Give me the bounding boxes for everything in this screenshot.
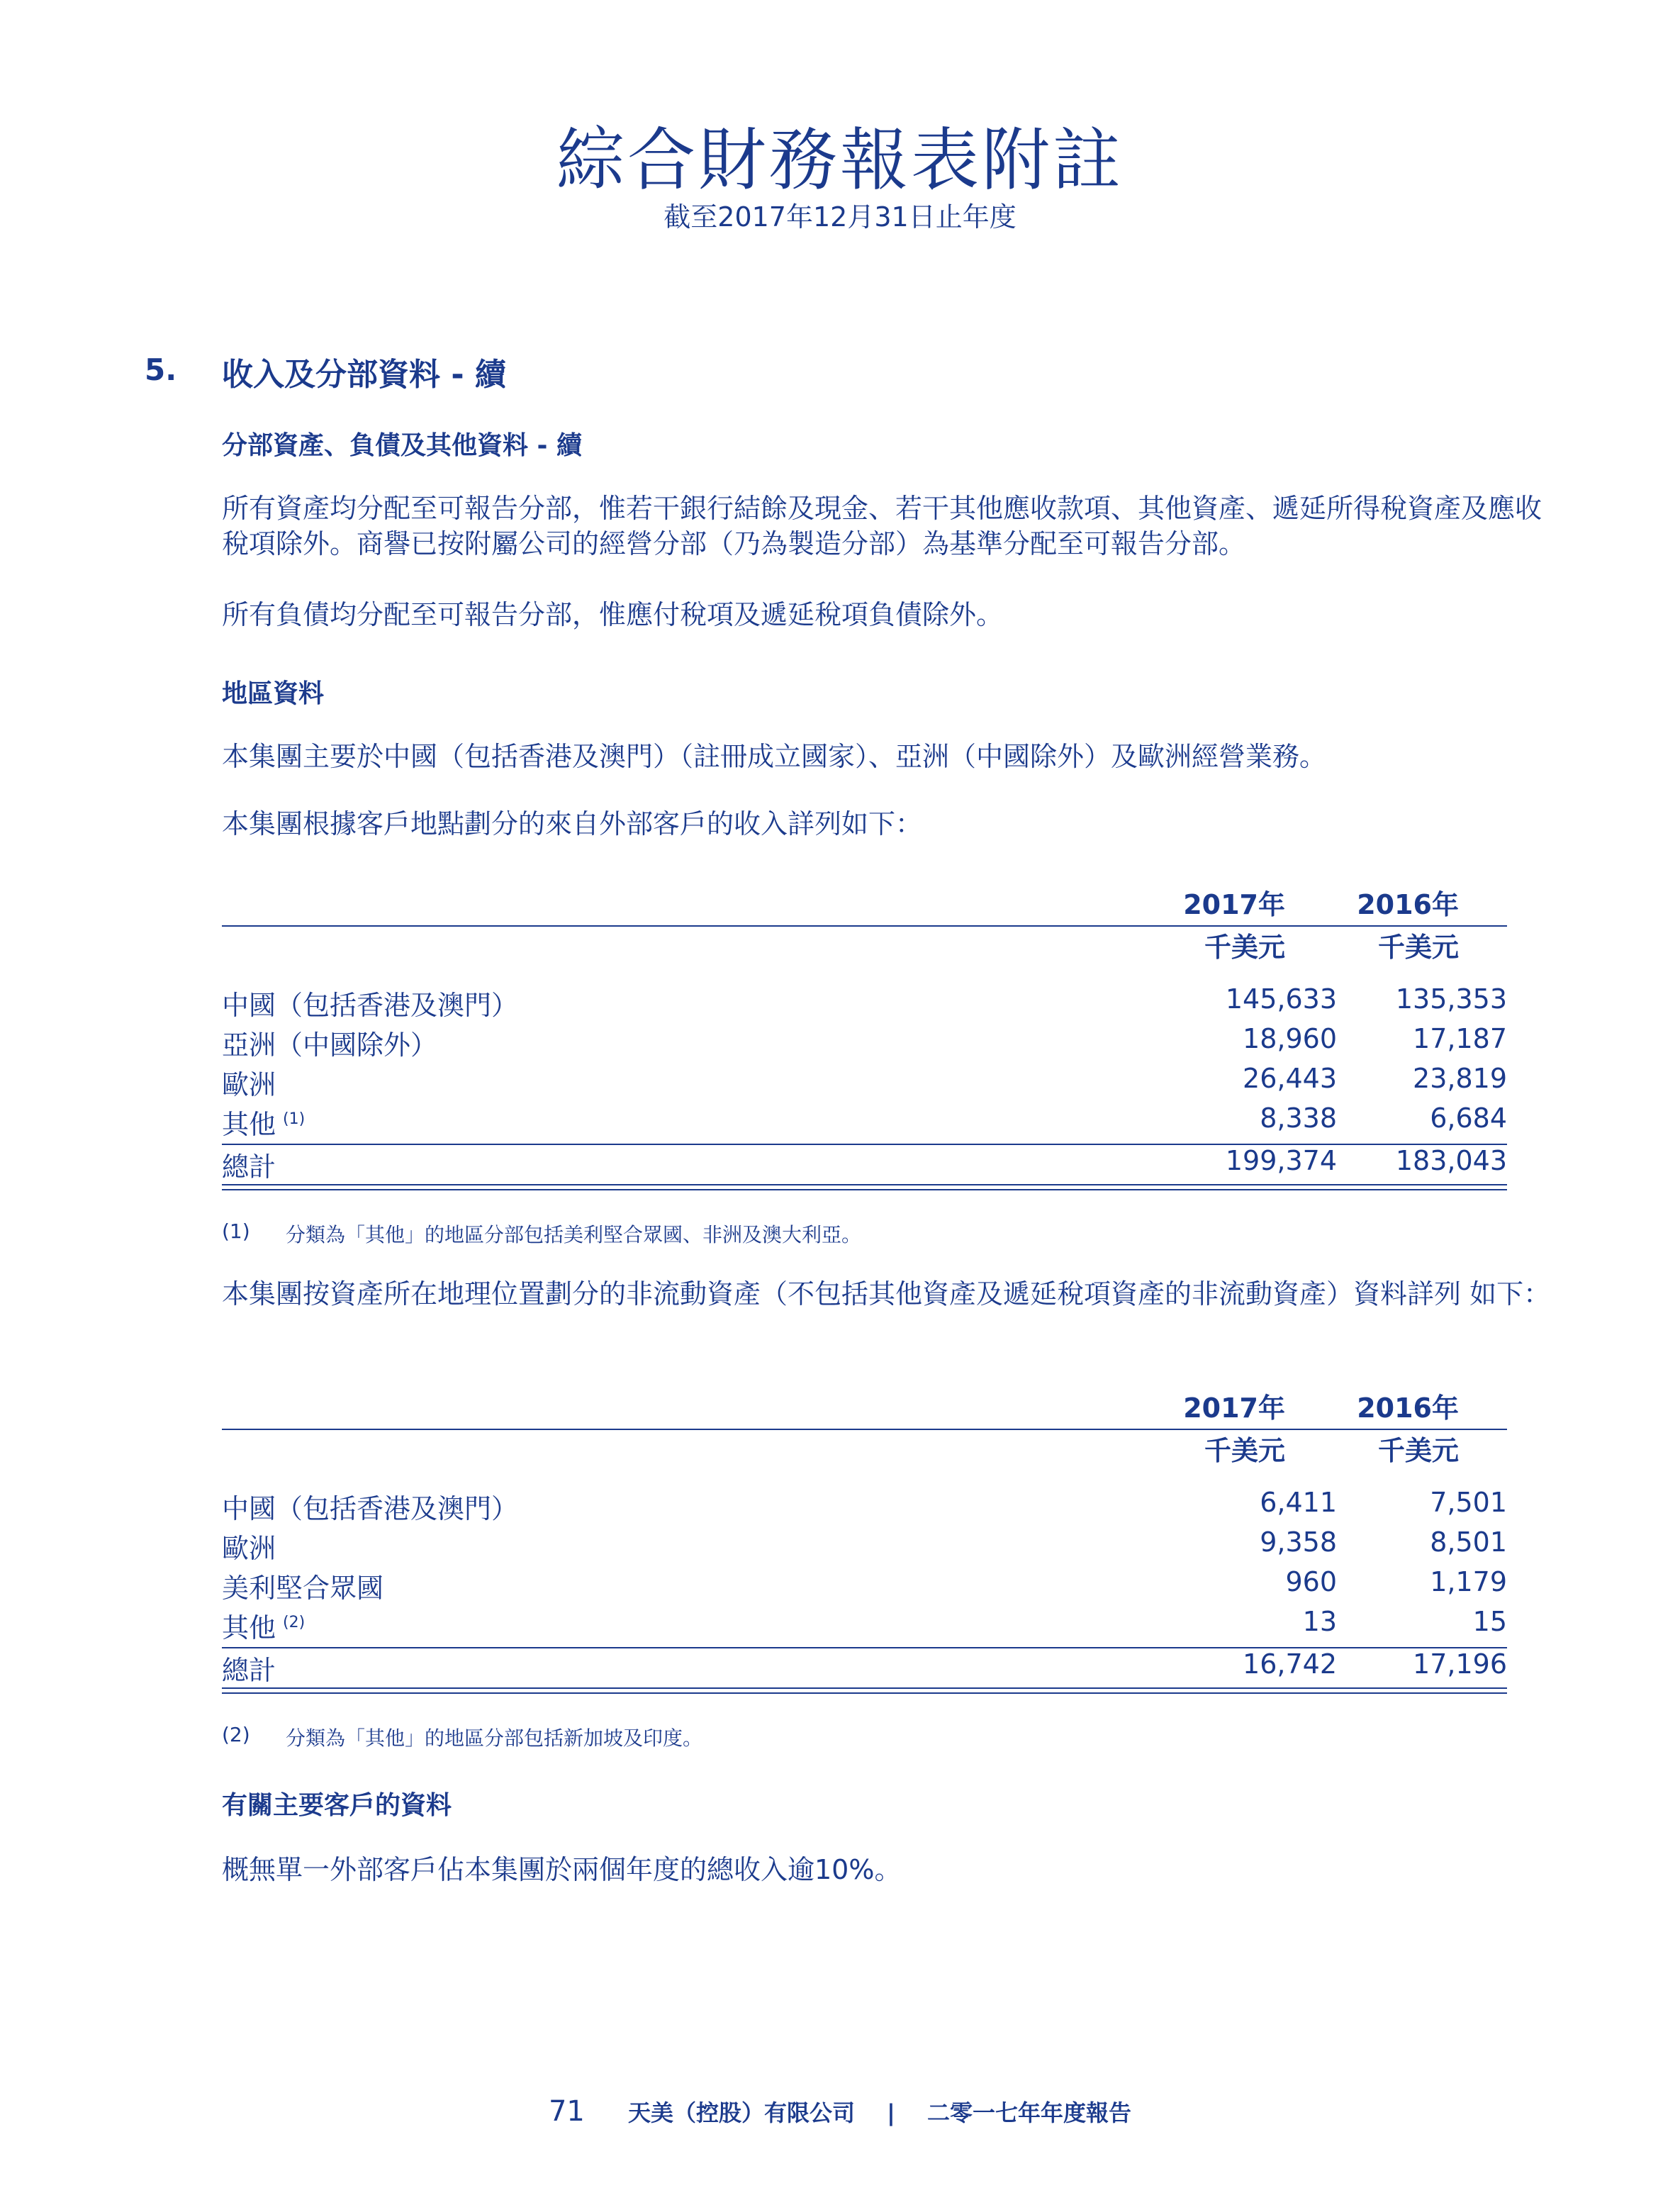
row-label: 中國（包括香港及澳門） bbox=[222, 990, 519, 1021]
table2-col-2017-unit: 千美元 bbox=[1204, 1435, 1285, 1466]
company-name: 天美（控股）有限公司 bbox=[628, 2099, 856, 2126]
page-title: 綜合財務報表附註 bbox=[556, 121, 1124, 200]
row-value-2017: 13 bbox=[1302, 1606, 1337, 1637]
row-value-2016: 17,187 bbox=[1413, 1023, 1507, 1054]
footnote-text: 分類為「其他」的地區分部包括新加坡及印度。 bbox=[286, 1726, 703, 1750]
total-value-2017: 199,374 bbox=[1225, 1145, 1337, 1176]
geo-heading: 地區資料 bbox=[222, 679, 325, 708]
segment-assets-paragraph-1: 所有資產均分配至可報告分部，惟若干銀行結餘及現金、若干其他應收款項、其他資產、遞延所得稅資產及應收稅項除外。商譽已按附屬公司的經營分部（乃為製造分部）為基準分配至可報告分部。 bbox=[222, 493, 1542, 559]
page-footer bbox=[0, 2095, 1680, 2128]
table-total-row bbox=[222, 1648, 1507, 1688]
major-customers-paragraph: 概無單一外部客戶佔本集團於兩個年度的總收入逾10%。 bbox=[222, 1854, 902, 1885]
total-value-2016: 183,043 bbox=[1395, 1145, 1507, 1176]
segment-assets-paragraph-2: 所有負債均分配至可報告分部，惟應付稅項及遞延稅項負債除外。 bbox=[222, 599, 1004, 630]
total-label: 總計 bbox=[222, 1655, 276, 1686]
page-subtitle: 截至2017年12月31日止年度 bbox=[663, 201, 1017, 233]
row-value-2017: 9,358 bbox=[1260, 1526, 1337, 1558]
footer-separator: | bbox=[887, 2099, 895, 2126]
total-value-2017: 16,742 bbox=[1243, 1648, 1337, 1680]
row-value-2017: 960 bbox=[1285, 1566, 1337, 1597]
table2-col-2016-header: 2016年 bbox=[1357, 1392, 1459, 1424]
section-number: 5. bbox=[145, 352, 177, 387]
row-label: 歐洲 bbox=[222, 1533, 276, 1564]
segment-assets-heading: 分部資產、負債及其他資料 - 續 bbox=[222, 431, 583, 460]
row-value-2017: 8,338 bbox=[1260, 1103, 1337, 1134]
row-value-2016: 23,819 bbox=[1413, 1063, 1507, 1094]
geo-paragraph-1: 本集團主要於中國（包括香港及澳門）（註冊成立國家）、亞洲（中國除外）及歐洲經營業務。 bbox=[222, 741, 1327, 772]
table2-total-double-rule-1 bbox=[222, 1687, 1507, 1689]
table-row bbox=[222, 1103, 1507, 1142]
table-row bbox=[222, 1526, 1507, 1566]
table-row bbox=[222, 1606, 1507, 1646]
table2-total-double-rule-2 bbox=[222, 1692, 1507, 1694]
row-label: 其他 $^{(2)}$ bbox=[222, 1612, 306, 1643]
section-title: 收入及分部資料 - 續 bbox=[222, 357, 506, 393]
row-value-2017: 145,633 bbox=[1225, 983, 1337, 1015]
table-row bbox=[222, 1566, 1507, 1606]
table2-header-rule bbox=[222, 1429, 1507, 1430]
row-label: 其他 $^{(1)}$ bbox=[222, 1109, 306, 1140]
row-value-2017: 26,443 bbox=[1243, 1063, 1337, 1094]
table1-total-double-rule-1 bbox=[222, 1184, 1507, 1185]
row-value-2017: 18,960 bbox=[1243, 1023, 1337, 1054]
total-value-2016: 17,196 bbox=[1413, 1648, 1507, 1680]
row-value-2016: 7,501 bbox=[1430, 1487, 1507, 1518]
table1-col-2017-unit: 千美元 bbox=[1204, 932, 1285, 963]
row-value-2016: 15 bbox=[1472, 1606, 1507, 1637]
table-total-row bbox=[222, 1145, 1507, 1185]
table-row bbox=[222, 1023, 1507, 1063]
row-value-2016: 135,353 bbox=[1395, 983, 1507, 1015]
page-number: 71 bbox=[548, 2095, 585, 2128]
table-row bbox=[222, 1063, 1507, 1103]
table2-col-2017-header: 2017年 bbox=[1183, 1392, 1285, 1424]
table1-header-rule bbox=[222, 925, 1507, 927]
table1-col-2017-header: 2017年 bbox=[1183, 889, 1285, 920]
row-label: 中國（包括香港及澳門） bbox=[222, 1493, 519, 1524]
major-customers-heading: 有關主要客戶的資料 bbox=[222, 1791, 452, 1820]
report-name: 二零一七年年度報告 bbox=[927, 2099, 1132, 2126]
table2-col-2016-unit: 千美元 bbox=[1377, 1435, 1459, 1466]
row-value-2016: 8,501 bbox=[1430, 1526, 1507, 1558]
noncurrent-assets-paragraph: 本集團按資產所在地理位置劃分的非流動資產（不包括其他資產及遞延稅項資產的非流動資產）資料詳列 如下： bbox=[222, 1278, 1551, 1310]
table-row bbox=[222, 983, 1507, 1023]
footnote-number: (1) bbox=[222, 1219, 250, 1243]
row-label: 美利堅合眾國 bbox=[222, 1573, 384, 1604]
row-value-2016: 1,179 bbox=[1430, 1566, 1507, 1597]
table1-col-2016-header: 2016年 bbox=[1357, 889, 1459, 920]
row-value-2016: 6,684 bbox=[1430, 1103, 1507, 1134]
total-label: 總計 bbox=[222, 1151, 276, 1183]
geo-paragraph-2: 本集團根據客戶地點劃分的來自外部客戶的收入詳列如下： bbox=[222, 808, 923, 839]
footnote-text: 分類為「其他」的地區分部包括美利堅合眾國、非洲及澳大利亞。 bbox=[286, 1223, 862, 1246]
row-label: 亞洲（中國除外） bbox=[222, 1029, 438, 1061]
footnote-marker: (1) bbox=[283, 1110, 306, 1128]
footnote-marker: (2) bbox=[283, 1614, 306, 1631]
row-value-2017: 6,411 bbox=[1260, 1487, 1337, 1518]
row-label: 歐洲 bbox=[222, 1069, 276, 1100]
table1-col-2016-unit: 千美元 bbox=[1377, 932, 1459, 963]
footnote-number: (2) bbox=[222, 1723, 250, 1746]
table1-total-double-rule-2 bbox=[222, 1189, 1507, 1190]
table-row bbox=[222, 1487, 1507, 1526]
